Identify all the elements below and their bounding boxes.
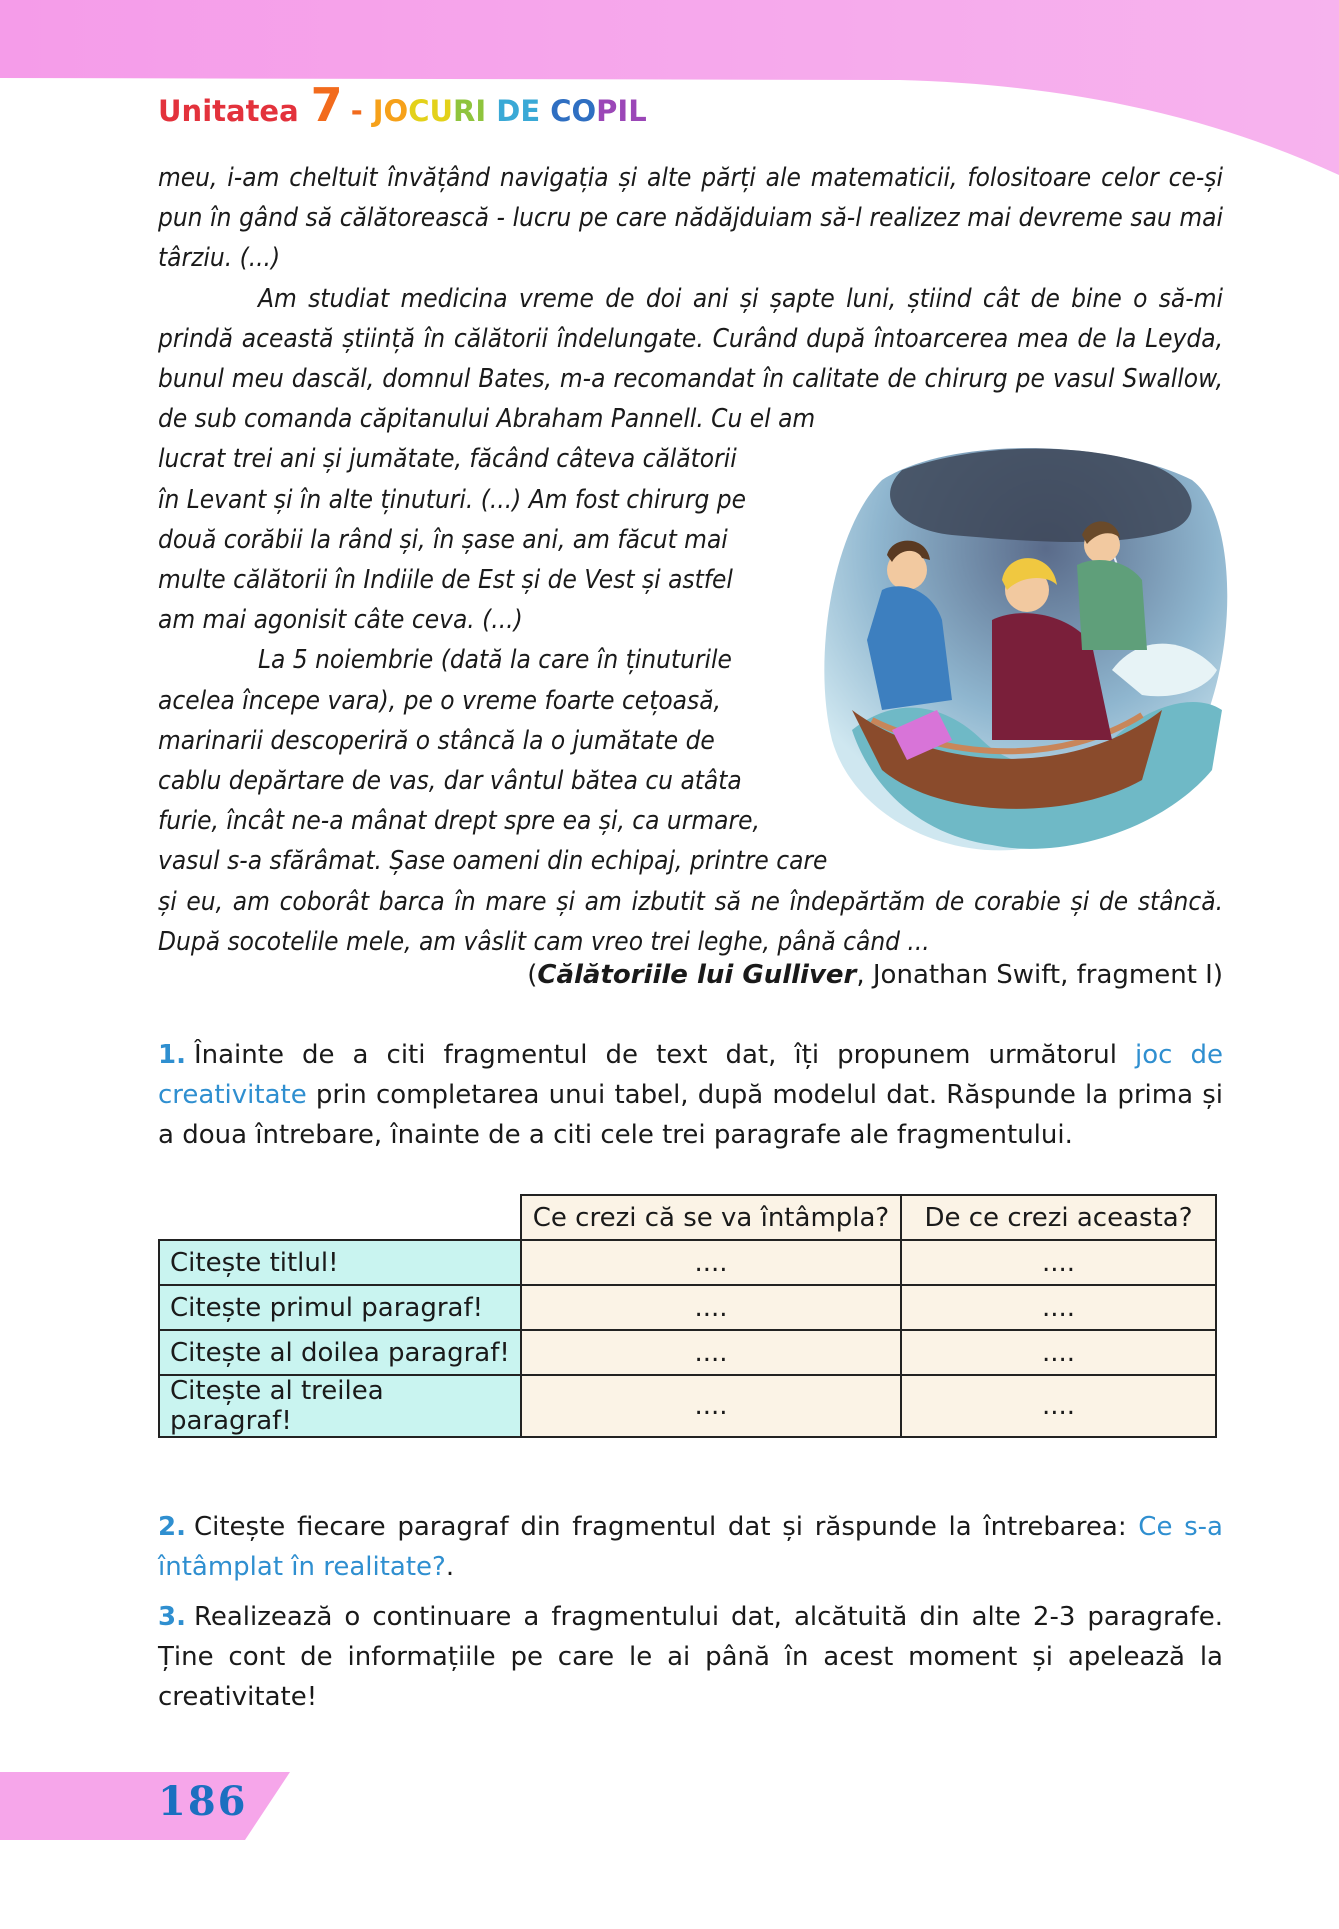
unit-dash: - [350, 94, 363, 128]
story-paragraph-2: Am studiat medicina vreme de doi ani și șapte luni, știind cât de bine o să-mi prindă această știință în călătorii îndelungate. Curând după întoarcerea mea de la Leyda, bunul meu dascăl, domnul Bates, m-a recomandat în calitate de chirurg pe vasul Swallow, de sub comanda căpitanului Abraham Pannell. Cu el am [158, 283, 1223, 435]
table-row [159, 1240, 1216, 1285]
table-header-prediction: Ce crezi că se va întâmpla? [521, 1195, 901, 1240]
book-title: Călătoriile lui Gulliver [537, 960, 857, 990]
task-2-highlight: Ce s-a întâmplat în realitate? [158, 1512, 1223, 1582]
table-row [159, 1285, 1216, 1330]
row-label: Citește al treilea paragraf! [159, 1375, 521, 1437]
task-1-highlight: joc de creativitate [158, 1040, 1223, 1110]
reason-cell[interactable]: .... [901, 1285, 1216, 1330]
answer-cell[interactable]: .... [521, 1240, 901, 1285]
table-row [159, 1375, 1216, 1437]
row-label: Citește al doilea paragraf! [159, 1330, 521, 1375]
reason-cell[interactable]: .... [901, 1375, 1216, 1437]
page-number: 186 [158, 1778, 248, 1825]
row-label: Citește titlul! [159, 1240, 521, 1285]
task-3-number: 3. [158, 1602, 186, 1632]
task-2: 2. Citește fiecare paragraf din fragmentul dat și răspunde la întrebarea: Ce s-a întâmplat în realitate?. [158, 1512, 1223, 1582]
task-1: 1. Înainte de a citi fragmentul de text dat, îți propunem următorul joc de creativitate prin completarea unui tabel, după modelul dat. Răspunde la prima și a doua întrebare, înainte de a citi cele trei paragrafe ale fragmentului. [158, 1040, 1223, 1150]
story-paragraph-2-wrapped: lucrat trei ani și jumătate, făcând câteva călătorii în Levant și în alte ținuturi. (...) Am fost chirurg pe două corăbii la rând și, în șase ani, am făcut mai multe călătorii în Indiile de Est și de Vest și astfel am mai agonisit câte ceva. (...) [158, 444, 746, 636]
reason-cell[interactable]: .... [901, 1240, 1216, 1285]
row-label: Citește primul paragraf! [159, 1285, 521, 1330]
story-paragraph-1: meu, i-am cheltuit învățând navigația și alte părți ale matematicii, folositoare celor ce-și pun în gând să călătorească - lucru pe care nădăjduiam să-l realizez mai devreme sau mai târziu. (...) [158, 163, 1223, 274]
table-row [159, 1330, 1216, 1375]
task-2-number: 2. [158, 1512, 186, 1542]
story-paragraph-3-rest: și eu, am coborât barca în mare și am izbutit să ne îndepărtăm de corabie și de stâncă. După socotelile mele, am vâslit cam vreo trei leghe, până când ... [158, 886, 1223, 957]
boat-storm-illustration [812, 440, 1237, 860]
answer-cell[interactable]: .... [521, 1285, 901, 1330]
answer-cell[interactable]: .... [521, 1375, 901, 1437]
unit-header [158, 78, 647, 132]
prediction-table [158, 1194, 1217, 1438]
task-1-number: 1. [158, 1040, 186, 1070]
table-header-reason: De ce crezi aceasta? [901, 1195, 1216, 1240]
task-3: 3. Realizează o continuare a fragmentului dat, alcătuită din alte 2-3 paragrafe. Ține cont de informațiile pe care le ai până în acest moment și apelează la creativitate! [158, 1602, 1223, 1712]
reason-cell[interactable]: .... [901, 1330, 1216, 1375]
unit-number: 7 [310, 78, 343, 132]
unit-label: Unitatea [158, 94, 299, 128]
source-citation: (Călătoriile lui Gulliver, Jonathan Swift, fragment I) [527, 960, 1223, 990]
table-header-row [159, 1195, 1216, 1240]
answer-cell[interactable]: .... [521, 1330, 901, 1375]
unit-title: JOCURI DE COPIL [372, 94, 647, 128]
story-paragraph-3-wrapped: La 5 noiembrie (dată la care în ținuturile acelea începe vara), pe o vreme foarte cețoasă, marinarii descoperiră o stâncă la o jumătate de cablu depărtare de vas, dar vântul bătea cu atâta furie, încât ne-a mânat drept spre ea și, ca urmare, vasul s-a sfărâmat. Șase oameni din echipaj, printre care [158, 645, 828, 877]
